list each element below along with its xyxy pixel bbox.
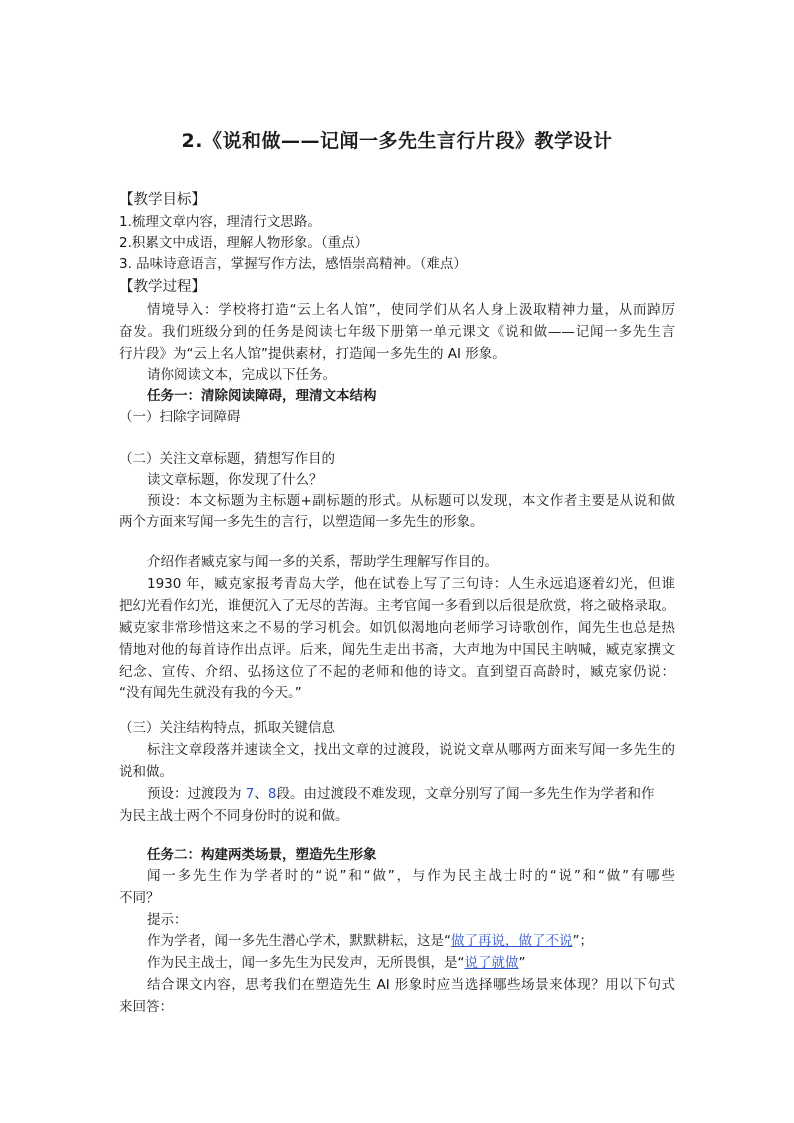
- hint-label: 提示：: [147, 912, 188, 928]
- structure-task-line-2: 说和做。: [119, 764, 173, 780]
- intro-line-1: 情境导入：学校将打造“云上名人馆”，使同学们从名人身上汲取精神力量，从而踔厉: [147, 302, 675, 318]
- preset-2-line-1: [147, 784, 654, 804]
- instruction-text: 请你阅读文本，完成以下任务。: [147, 367, 336, 383]
- paragraph-number-8: 8: [267, 786, 277, 802]
- intro-line-2: 奋发。我们班级分到的任务是阅读七年级下册第一单元课文《说和做——记闻一多先生言: [119, 324, 675, 340]
- fighter-highlight: 说了就做: [464, 955, 519, 971]
- scholar-prefix: 作为学者，闻一多先生潜心学术，默默耕耘，这是“: [147, 933, 451, 949]
- fighter-suffix: ”: [518, 955, 526, 971]
- fighter-line: [147, 953, 526, 973]
- compare-question-line-2: 不同？: [119, 890, 160, 906]
- preset-1-line-1: 预设：本文标题为主标题+副标题的形式。从标题可以发现，本文作者主要是从说和做: [147, 493, 675, 509]
- objectives-heading: 【教学目标】: [119, 192, 206, 208]
- story-line-5: 纪念、宣传、介绍、弘扬这位了不起的老师和他的诗文。直到望百高龄时，臧克家仍说：: [119, 664, 675, 680]
- subsection-one: （一）扫除字词障碍: [119, 409, 241, 425]
- preset-2-suffix: 段。由过渡段不难发现，文章分别写了闻一多先生作为学者和作: [276, 786, 655, 802]
- process-heading: 【教学过程】: [119, 279, 206, 295]
- preset-2-prefix: 预设：过渡段为: [147, 786, 246, 802]
- story-line-1: 1930 年，臧克家报考青岛大学，他在试卷上写了三句诗：人生永远追逐着幻光，但谁: [147, 576, 675, 592]
- author-intro: 介绍作者臧克家与闻一多的关系，帮助学生理解写作目的。: [147, 554, 498, 570]
- story-line-2: 把幻光看作幻光，谁便沉入了无尽的苦海。主考官闻一多看到以后很是欣赏，将之破格录取。: [119, 598, 675, 614]
- compare-question-line-1: 闻一多先生作为学者时的“说”和“做”，与作为民主战士时的“说”和“做”有哪些: [147, 868, 675, 884]
- subsection-three: （三）关注结构特点，抓取关键信息: [119, 720, 335, 736]
- title-question: 读文章标题，你发现了什么？: [147, 472, 323, 488]
- preset-2-sep: 、: [254, 786, 268, 802]
- page-title: 2.《说和做——记闻一多先生言行片段》教学设计: [181, 130, 613, 152]
- objective-item-1: 1.梳理文章内容，理清行文思路。: [119, 214, 321, 230]
- final-question-line-2: 来回答：: [119, 999, 173, 1015]
- objective-item-3: 3. 品味诗意语言，掌握写作方法，感悟崇高精神。（难点）: [119, 256, 467, 272]
- subsection-two: （二）关注文章标题，猜想写作目的: [119, 451, 335, 467]
- task-two-heading: 任务二：构建两类场景，塑造先生形象: [147, 847, 377, 863]
- scholar-line: [147, 931, 593, 951]
- paragraph-number-7: 7: [245, 786, 255, 802]
- story-line-3: 臧克家非常珍惜这来之不易的学习机会。如饥似渴地向老师学习诗歌创作，闻先生也总是热: [119, 620, 675, 636]
- fighter-prefix: 作为民主战士，闻一多先生为民发声，无所畏惧，是“: [147, 955, 465, 971]
- scholar-highlight: 做了再说，做了不说: [451, 933, 573, 949]
- preset-1-line-2: 两个方面来写闻一多先生的言行，以塑造闻一多先生的形象。: [119, 514, 484, 530]
- scholar-suffix: ”；: [572, 933, 593, 949]
- objective-item-2: 2.积累文中成语，理解人物形象。（重点）: [119, 235, 369, 251]
- story-line-4: 情地对他的每首诗作出点评。后来，闻先生走出书斋，大声地为中国民主呐喊，臧克家撰文: [119, 642, 675, 658]
- preset-2-line-2: 为民主战士两个不同身份时的说和做。: [119, 808, 349, 824]
- story-line-6: “没有闻先生就没有我的今天。”: [119, 685, 302, 701]
- task-one-heading: 任务一：清除阅读障碍，理清文本结构: [147, 388, 377, 404]
- intro-line-3: 行片段》为“云上名人馆”提供素材，打造闻一多先生的 AI 形象。: [119, 346, 506, 362]
- structure-task-line-1: 标注文章段落并速读全文，找出文章的过渡段，说说文章从哪两方面来写闻一多先生的: [147, 742, 675, 758]
- final-question-line-1: 结合课文内容，思考我们在塑造先生 AI 形象时应当选择哪些场景来体现？用以下句式: [147, 977, 675, 993]
